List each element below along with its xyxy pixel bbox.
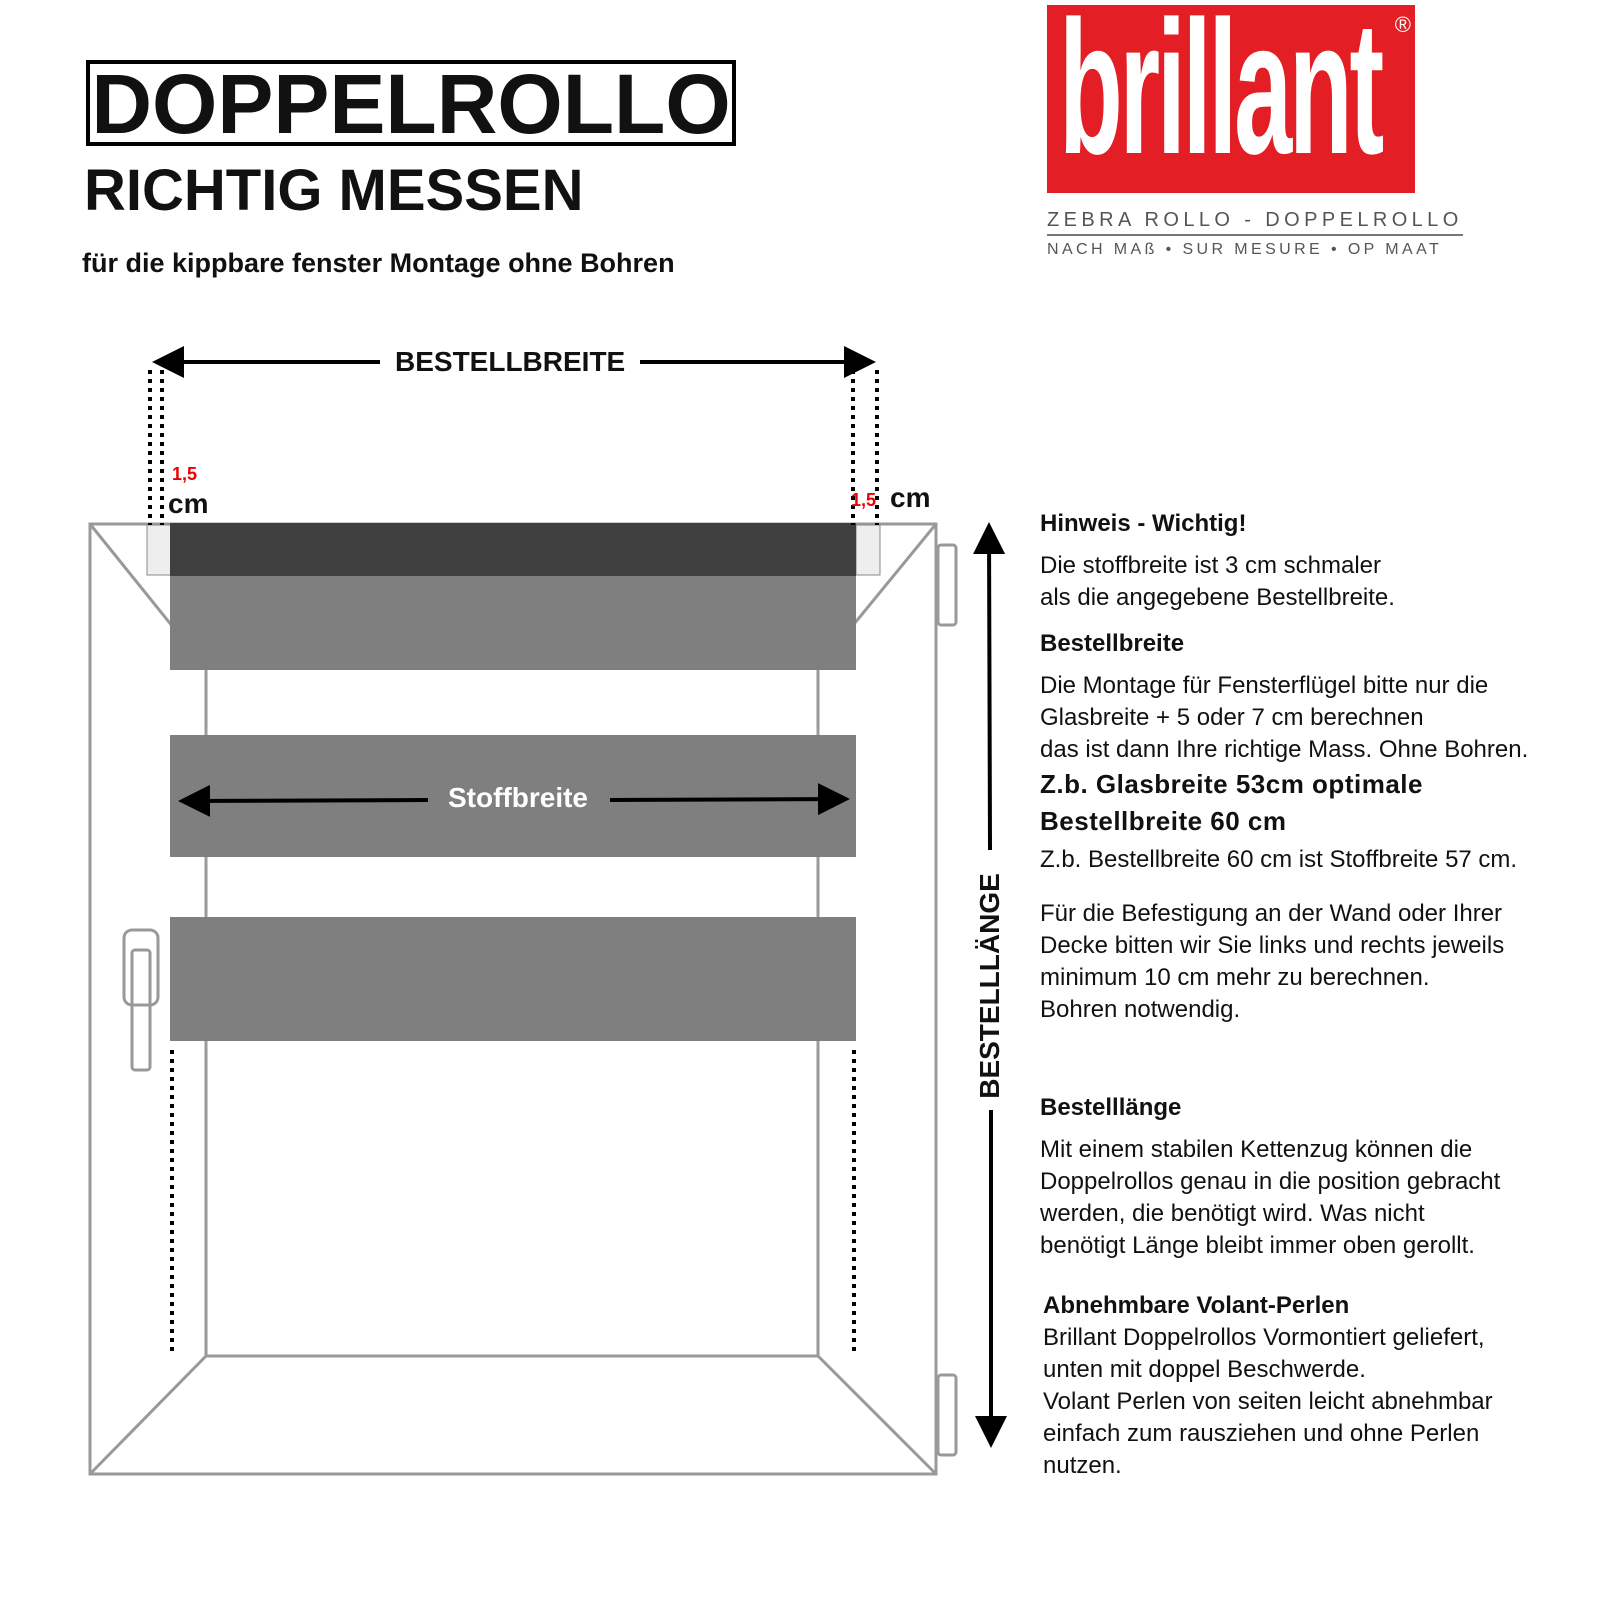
text-line: Brillant Doppelrollos Vormontiert geliefert, <box>1043 1324 1485 1351</box>
text-line: Glasbreite + 5 oder 7 cm berechnen <box>1040 704 1424 731</box>
text-line: unten mit doppel Beschwerde. <box>1043 1356 1366 1383</box>
brand-logo <box>1047 5 1415 193</box>
text-line: Die Montage für Fensterflügel bitte nur die <box>1040 672 1489 699</box>
text-line: als die angegebene Bestellbreite. <box>1040 584 1395 611</box>
text-line: minimum 10 cm mehr zu berechnen. <box>1040 964 1430 991</box>
notes-hinweis <box>1040 508 1600 1026</box>
logo-tagline-2: NACH MAß • SUR MESURE • OP MAAT <box>1047 241 1443 258</box>
hinweis-heading: Hinweis - Wichtig! <box>1040 510 1247 537</box>
example-bold-line: Bestellbreite 60 cm <box>1040 806 1287 836</box>
logo-wordmark: brillant <box>1059 5 1381 193</box>
registered-mark: ® <box>1394 12 1411 37</box>
text-line: Mit einem stabilen Kettenzug können die <box>1040 1136 1473 1163</box>
bestelllaenge-label: BESTELLLÄNGE <box>974 873 1005 1099</box>
text-line: Bohren notwendig. <box>1040 996 1241 1023</box>
page-title: DOPPELROLLO <box>86 60 736 146</box>
logo-tagline: ZEBRA ROLLO - DOPPELROLLO <box>1047 208 1463 236</box>
example-line: Z.b. Bestellbreite 60 cm ist Stoffbreite 57 cm. <box>1040 846 1518 873</box>
perlen-heading: Abnehmbare Volant-Perlen <box>1043 1292 1350 1319</box>
text-line: das ist dann Ihre richtige Mass. Ohne Bohren. <box>1040 736 1529 763</box>
page-subtitle: RICHTIG MESSEN <box>84 158 584 223</box>
bestellbreite-heading: Bestellbreite <box>1040 630 1185 657</box>
text-line: Volant Perlen von seiten leicht abnehmbar <box>1043 1388 1493 1415</box>
text-line: werden, die benötigt wird. Was nicht <box>1040 1200 1425 1227</box>
text-line: Für die Befestigung an der Wand oder Ihrer <box>1040 900 1503 927</box>
text-line: Decke bitten wir Sie links und rechts jeweils <box>1040 932 1505 959</box>
offset-right-value: 1,5 <box>851 490 877 510</box>
text-line: Die stoffbreite ist 3 cm schmaler <box>1040 552 1382 579</box>
text-line: benötigt Länge bleibt immer oben gerollt. <box>1040 1232 1475 1259</box>
bestelllaenge-heading: Bestelllänge <box>1040 1094 1182 1121</box>
offset-left-unit: cm <box>168 488 209 519</box>
text-line: nutzen. <box>1043 1452 1122 1479</box>
example-bold-line: Z.b. Glasbreite 53cm optimale <box>1040 769 1423 799</box>
stoffbreite-label: Stoffbreite <box>448 782 588 813</box>
offset-left-value: 1,5 <box>172 464 198 484</box>
notes-bestelllaenge <box>1040 1092 1600 1262</box>
text-line: Doppelrollos genau in die position gebracht <box>1040 1168 1501 1195</box>
page-description: für die kippbare fenster Montage ohne Bohren <box>82 248 675 278</box>
notes-perlen <box>1043 1290 1600 1482</box>
text-line: einfach zum rausziehen und ohne Perlen <box>1043 1420 1480 1447</box>
offset-right-unit: cm <box>890 482 931 513</box>
bestellbreite-label: BESTELLBREITE <box>395 346 626 377</box>
